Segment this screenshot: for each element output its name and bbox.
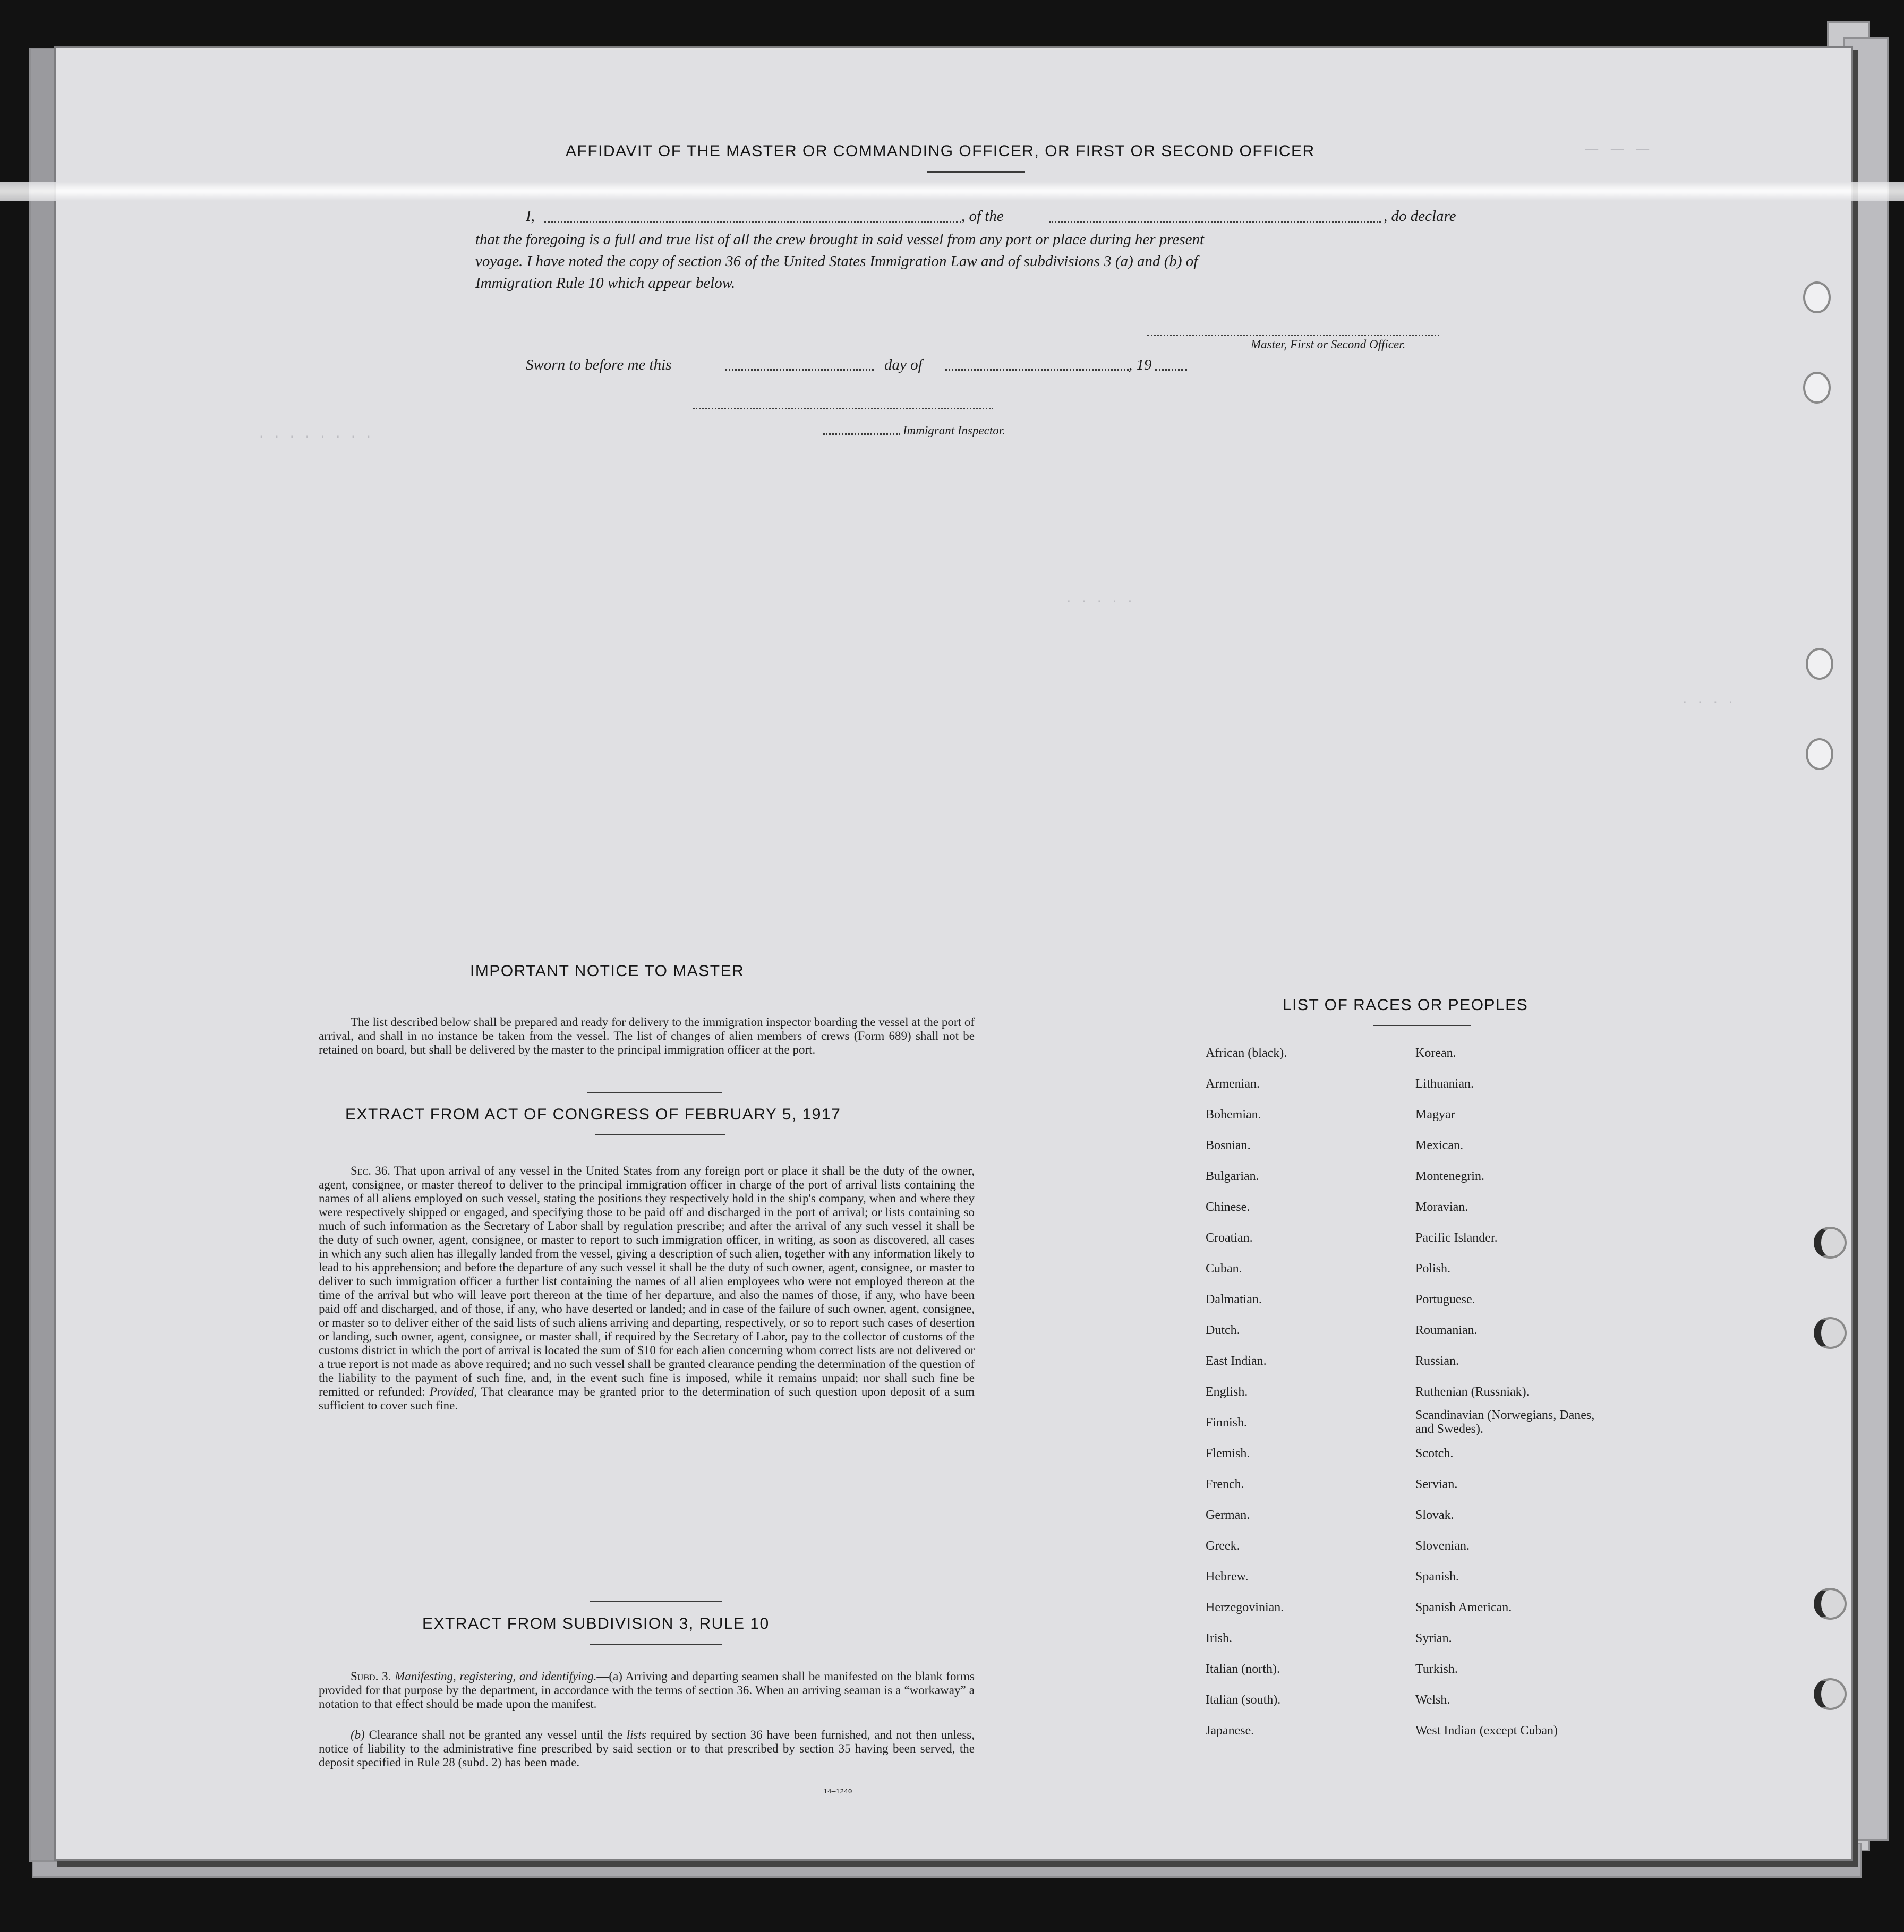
race-item: Croatian. [1206, 1231, 1253, 1245]
sec-text: That upon arrival of any vessel in the United States from any foreign port or place it shall be the duty of the owner, agent, consignee, or master thereof to deliver to the principal immigration officer in charge of the port of arrival lists containing the names of all aliens employed on such vessel, stating the positions they respectively hold in the ship's company, when and where they were respectively shipped or engaged, and specifying those to be paid off and discharged in the port of arrival; or lists containing so much of such information as the Secretary of Labor shall by regulation prescribe; and after the arrival of any such vessel it shall be the duty of such owner, agent, consignee, or master to report to such immigration officer, in writing, as soon as discovered, all cases in which any such alien has illegally landed from the vessel, giving a description of such alien, together with any information likely to lead to his apprehension; and before the departure of any such vessel it shall be the duty of such owner, agent, consignee, or master to deliver to such immigration officer a further list containing the names of all alien employees who were not employed thereon at the time of the arrival but who will leave port thereon at the time of her departure, and also the names of those, if any, who have been paid off and discharged, and of those, if any, who have deserted or landed; and in case of the failure of such owner, agent, consignee, or master so to deliver either of the said lists of such aliens arriving and departing, respectively, or so to report such cases of desertion or landing, such owner, agent, consignee, or master shall, if required by the Secretary of Labor, pay to the collector of customs of the customs district in which the port of arrival is located the sum of $10 for each alien concerning whom correct lists are not delivered or a true report is not made as above required; and no such vessel shall be granted clearance pending the determination of the question of the liability to the payment of such fine, and, in the event such fine is imposed, while it remains unpaid; nor shall such fine be remitted or refunded: [319, 1164, 975, 1398]
race-item: Mexican. [1415, 1139, 1463, 1152]
sec-label: Sec. 36. [351, 1164, 391, 1177]
divider [590, 1601, 722, 1602]
extract-rule-para-b [319, 1728, 975, 1769]
race-item: English. [1206, 1385, 1248, 1399]
bleed-through-text: · · · · · [1065, 595, 1134, 609]
subd-label: Subd. 3. [351, 1670, 391, 1683]
binder-hole [1803, 281, 1831, 313]
race-item: Spanish. [1415, 1570, 1459, 1584]
sworn-day-of: day of [884, 356, 923, 373]
race-item: Greek. [1206, 1539, 1240, 1553]
name-blank [544, 221, 961, 223]
sworn-prefix: Sworn to before me this [526, 356, 672, 373]
sworn-year: , 19 [1129, 356, 1152, 373]
inspector-signature-line [693, 408, 993, 409]
race-item: Portuguese. [1415, 1293, 1475, 1306]
race-item: Finnish. [1206, 1416, 1248, 1430]
race-item: Polish. [1415, 1262, 1451, 1276]
extract-act-title: EXTRACT FROM ACT OF CONGRESS OF FEBRUARY 5, 1917 [345, 1106, 841, 1123]
race-item: Scandinavian (Norwegians, Danes, and Swedes). [1415, 1408, 1595, 1436]
notice-text: The list described below shall be prepared and ready for delivery to the immigration inspector boarding the vessel at the port of arrival, and shall in no instance be taken from the vessel. The list of changes of alien members of crews (Form 689) shall not be retained on board, but shall be delivered by the master to the principal immigration officer at the port. [319, 1015, 975, 1056]
sworn-year-blank [1155, 369, 1187, 371]
race-item: Welsh. [1415, 1693, 1450, 1707]
races-title: LIST OF RACES OR PEOPLES [1283, 996, 1529, 1014]
extract-rule-title: EXTRACT FROM SUBDIVISION 3, RULE 10 [422, 1615, 770, 1632]
race-item: Servian. [1415, 1477, 1458, 1491]
race-item: Bosnian. [1206, 1139, 1251, 1152]
provided-label: Provided, [429, 1385, 477, 1398]
race-item: Russian. [1415, 1354, 1459, 1368]
race-item: Magyar [1415, 1108, 1455, 1122]
race-item: Italian (south). [1206, 1693, 1281, 1707]
subd-italic: Manifesting, registering, and identifying. [395, 1670, 597, 1683]
race-item: Herzegovinian. [1206, 1601, 1284, 1614]
divider [1373, 1025, 1471, 1026]
extract-act-text [319, 1164, 975, 1413]
race-item: Chinese. [1206, 1200, 1250, 1214]
para-b-italic: lists [626, 1728, 646, 1741]
affidavit-declare: , do declare [1384, 208, 1456, 225]
para-b-label: (b) [351, 1728, 365, 1741]
form-number: 14—1240 [823, 1788, 852, 1796]
inspector-label: Immigrant Inspector. [903, 424, 1005, 437]
race-item: Ruthenian (Russniak). [1415, 1385, 1530, 1399]
scan-streak [0, 182, 1904, 201]
race-item: Flemish. [1206, 1447, 1250, 1460]
race-item: Syrian. [1415, 1631, 1452, 1645]
divider [595, 1134, 725, 1135]
race-item: East Indian. [1206, 1354, 1267, 1368]
binder-hole [1814, 1227, 1847, 1259]
race-item: Irish. [1206, 1631, 1232, 1645]
master-signature-line [1147, 335, 1439, 336]
race-item: Slovenian. [1415, 1539, 1470, 1553]
extract-rule-para-a [319, 1670, 975, 1711]
race-item: Dalmatian. [1206, 1293, 1262, 1306]
para-b-post: required by section 36 have been furnished, and not then unless, notice of liability to the administrative fine prescribed by said section or to that prescribed by section 35 having been served, the deposit specified in Rule 28 (subd. 2) has been made. [319, 1728, 975, 1769]
race-item: French. [1206, 1477, 1244, 1491]
left-binding-strip [29, 48, 59, 1862]
bleed-through-text: · · · · [1681, 696, 1735, 710]
race-item: Montenegrin. [1415, 1169, 1484, 1183]
para-b-pre: Clearance shall not be granted any vessel until the [369, 1728, 622, 1741]
para-a-text: —(a) Arriving and departing seamen shall be manifested on the blank forms provided for that purpose by the department, in accordance with the terms of section 36. When an arriving seaman is a “workaway” a notation to that effect should be made upon the manifest. [319, 1670, 975, 1711]
sworn-day-blank [725, 369, 874, 371]
document-page [56, 48, 1851, 1859]
affidavit-line-3: voyage. I have noted the copy of section 36 of the United States Immigration Law and of subdivisions 3 (a) and (b) of [475, 253, 1198, 270]
race-item: Armenian. [1206, 1077, 1260, 1091]
race-item: Lithuanian. [1415, 1077, 1474, 1091]
divider [590, 1644, 722, 1645]
race-item: Bulgarian. [1206, 1169, 1259, 1183]
race-item: Spanish American. [1415, 1601, 1512, 1614]
race-item: West Indian (except Cuban) [1415, 1724, 1558, 1738]
race-item: Hebrew. [1206, 1570, 1249, 1584]
race-item: Moravian. [1415, 1200, 1468, 1214]
binder-hole [1806, 738, 1833, 770]
affidavit-i: I, [526, 208, 535, 225]
affidavit-line-4: Immigration Rule 10 which appear below. [475, 275, 736, 292]
vessel-blank [1049, 221, 1381, 223]
divider [927, 171, 1025, 173]
race-item: Dutch. [1206, 1323, 1240, 1337]
master-signature-label: Master, First or Second Officer. [1251, 338, 1406, 351]
race-item: Italian (north). [1206, 1662, 1280, 1676]
affidavit-of-the: , of the [961, 208, 1004, 225]
notice-title: IMPORTANT NOTICE TO MASTER [470, 962, 745, 980]
race-item: Pacific Islander. [1415, 1231, 1498, 1245]
binder-hole [1806, 648, 1833, 680]
affidavit-title: AFFIDAVIT OF THE MASTER OR COMMANDING OFFICER, OR FIRST OR SECOND OFFICER [566, 142, 1315, 160]
race-item: African (black). [1206, 1046, 1287, 1060]
binder-hole [1814, 1317, 1847, 1349]
race-item: Scotch. [1415, 1447, 1454, 1460]
binder-hole [1803, 372, 1831, 404]
race-item: Roumanian. [1415, 1323, 1478, 1337]
race-item: German. [1206, 1508, 1250, 1522]
race-item: Japanese. [1206, 1724, 1254, 1738]
binder-hole [1814, 1588, 1847, 1620]
divider [587, 1092, 722, 1093]
affidavit-line-2: that the foregoing is a full and true list of all the crew brought in said vessel from any port or place during her present [475, 231, 1205, 248]
race-item: Turkish. [1415, 1662, 1458, 1676]
provided-text: That clearance may be granted prior to the determination of such question upon deposit of a sum sufficient to cover such fine. [319, 1385, 975, 1412]
race-item: Slovak. [1415, 1508, 1454, 1522]
binder-hole [1814, 1678, 1847, 1710]
race-item: Bohemian. [1206, 1108, 1261, 1122]
sworn-month-blank [945, 369, 1129, 371]
inspector-signature-line [823, 433, 900, 435]
race-item: Cuban. [1206, 1262, 1242, 1276]
race-item: Korean. [1415, 1046, 1456, 1060]
bleed-through-text: — — — [1585, 138, 1650, 162]
bleed-through-text: · · · · · · · · [258, 430, 373, 444]
